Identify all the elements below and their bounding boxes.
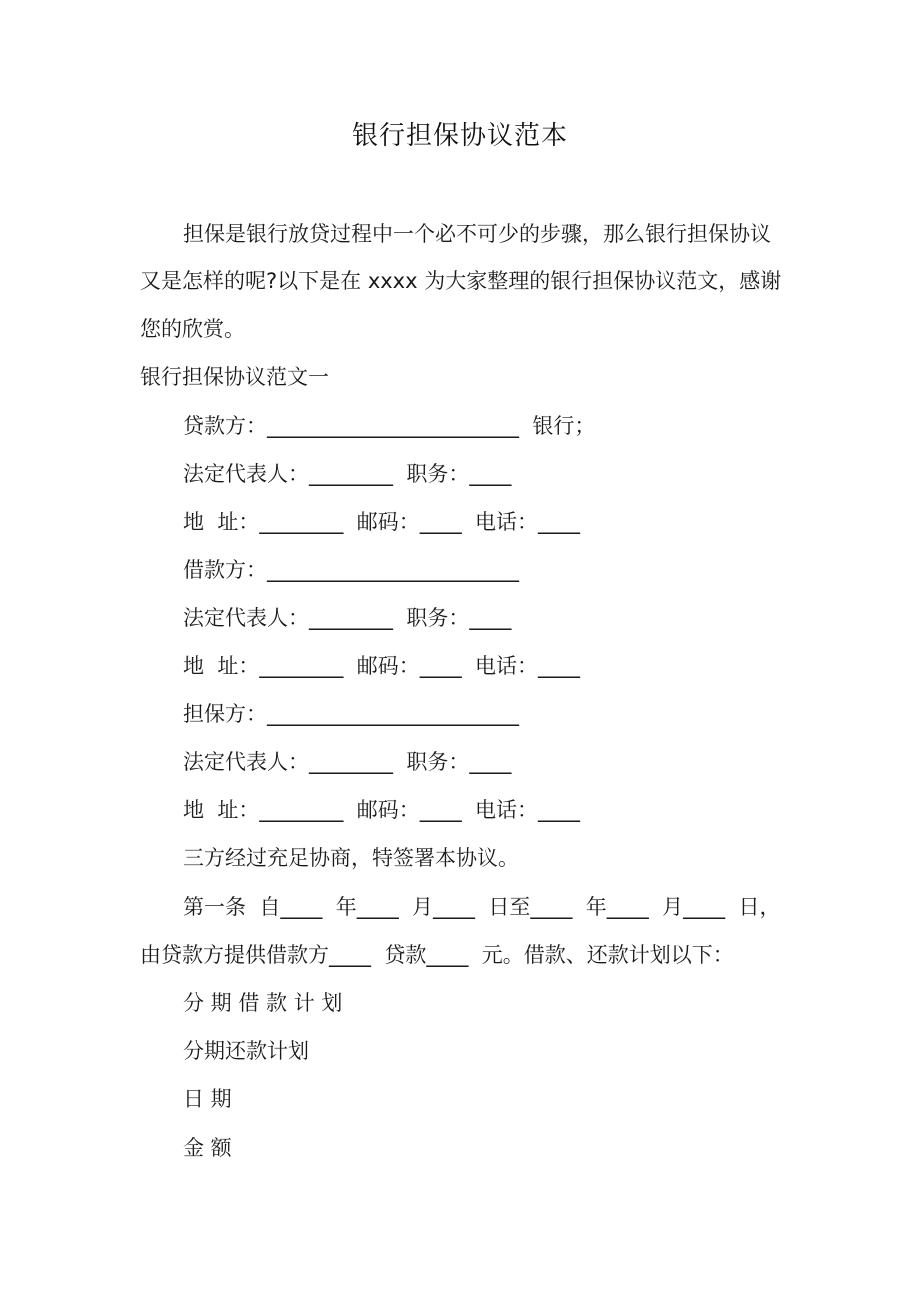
lender-address-line: 地 址：________ 邮码：____ 电话：____ [183, 510, 581, 534]
lender-line: 贷款方：________________________ 银行； [183, 414, 596, 438]
date-label: 日 期 [183, 1087, 232, 1111]
borrower-representative-line: 法定代表人：________ 职务：____ [183, 606, 512, 630]
intro-line-1: 担保是银行放贷过程中一个必不可少的步骤，那么银行担保协议 [183, 222, 771, 246]
guarantor-representative-line: 法定代表人：________ 职务：____ [183, 750, 512, 774]
borrower-address-line: 地 址：________ 邮码：____ 电话：____ [183, 654, 581, 678]
intro-line-2: 又是怎样的呢?以下是在 xxxx 为大家整理的银行担保协议范文，感谢 [140, 269, 782, 293]
article-one-continued: 由贷款方提供借款方____ 贷款____ 元。借款、还款计划以下： [140, 943, 734, 967]
intro-line-3: 您的欣赏。 [140, 317, 245, 341]
section-heading: 银行担保协议范文一 [140, 365, 329, 389]
article-one-line: 第一条 自____ 年____ 月____ 日至____ 年____ 月____ 日， [183, 895, 781, 919]
borrower-line: 借款方：________________________ [183, 558, 519, 582]
installment-repayment-plan-heading: 分期还款计划 [183, 1039, 309, 1063]
lender-representative-line: 法定代表人：________ 职务：____ [183, 462, 512, 486]
installment-loan-plan-heading: 分 期 借 款 计 划 [183, 991, 343, 1015]
agreement-statement: 三方经过充足协商，特签署本协议。 [183, 846, 519, 870]
amount-label: 金 额 [183, 1136, 232, 1160]
guarantor-address-line: 地 址：________ 邮码：____ 电话：____ [183, 798, 581, 822]
document-title: 银行担保协议范本 [351, 121, 568, 151]
guarantor-line: 担保方：________________________ [183, 702, 519, 726]
